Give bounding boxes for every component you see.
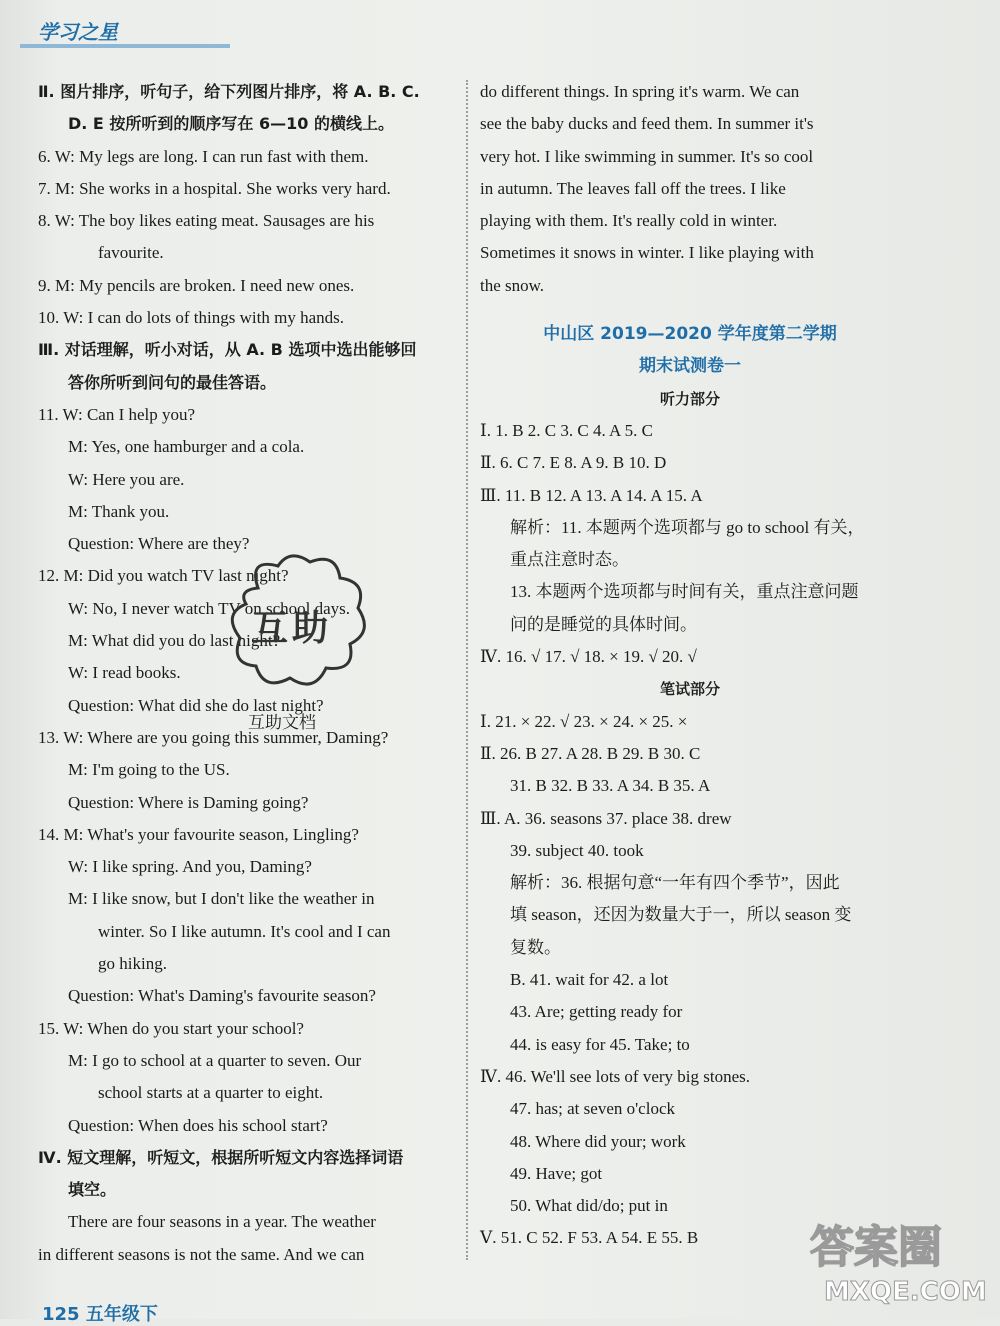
left-line: 13. W: Where are you going this summer, Daming? (38, 727, 389, 747)
left-line: 12. M: Did you watch TV last night? (38, 566, 289, 586)
left-line: winter. So I like autumn. It's cool and I can (98, 921, 391, 941)
right-line: 44. is easy for 45. Take; to (510, 1034, 690, 1054)
left-line: Ⅱ. 图片排序，听句子，给下列图片排序，将 A. B. C. (38, 82, 420, 101)
right-line: 49. Have; got (510, 1163, 603, 1183)
watermark-text: 答案圈 (810, 1222, 942, 1273)
left-line: favourite. (98, 243, 164, 263)
left-line: W: Here you are. (68, 469, 185, 489)
left-line: M: What did you do last night? (68, 631, 281, 651)
watermark-url: MXQE.COM (824, 1277, 987, 1307)
left-line: Question: When does his school start? (68, 1115, 328, 1135)
right-line: Ⅱ. 6. C 7. E 8. A 9. B 10. D (480, 453, 667, 473)
right-line: 听力部分 (659, 389, 720, 408)
right-line: 解析：11. 本题两个选项都与 go to school 有关， (510, 517, 865, 537)
right-line: Ⅴ. 51. C 52. F 53. A 54. E 55. B (480, 1228, 699, 1248)
left-line: W: I read books. (68, 663, 181, 683)
right-line: 重点注意时态。 (510, 550, 629, 570)
page-footer: 125 五年级下 (42, 1304, 158, 1325)
left-line: Question: What did she do last night? (68, 695, 324, 715)
right-line: 解析：36. 根据句意“一年有四个季节”，因此 (510, 873, 840, 893)
left-line: Question: Where are they? (68, 534, 250, 554)
right-column (480, 76, 900, 1255)
column-divider (466, 80, 468, 1260)
left-line: W: No, I never watch TV on school days. (68, 598, 351, 618)
left-line: M: I go to school at a quarter to seven. Our (68, 1050, 362, 1070)
left-line: M: Yes, one hamburger and a cola. (68, 437, 305, 457)
right-line: 填 season，还因为数量大于一，所以 season 变 (510, 905, 852, 925)
right-line: 39. subject 40. took (510, 840, 644, 860)
left-line: M: Thank you. (68, 501, 170, 521)
right-line: B. 41. wait for 42. a lot (510, 970, 669, 990)
left-line: 8. W: The boy likes eating meat. Sausages are his (38, 211, 375, 231)
right-line: 43. Are; getting ready for (510, 1002, 683, 1022)
right-line: 笔试部分 (659, 680, 720, 699)
right-line: Ⅳ. 16. √ 17. √ 18. × 19. √ 20. √ (480, 647, 697, 667)
left-line: M: I'm going to the US. (68, 760, 230, 780)
left-line: go hiking. (98, 954, 167, 974)
left-line: There are four seasons in a year. The weather (68, 1212, 376, 1232)
right-line: Ⅱ. 26. B 27. A 28. B 29. B 30. C (480, 743, 701, 763)
left-line: in different seasons is not the same. And we can (38, 1244, 365, 1264)
left-line: 7. M: She works in a hospital. She works very hard. (38, 178, 391, 198)
right-line: 13. 本题两个选项都与时间有关，重点注意问题 (510, 582, 859, 602)
left-line: W: I like spring. And you, Daming? (68, 857, 312, 877)
right-line: Ⅲ. A. 36. seasons 37. place 38. drew (480, 808, 732, 828)
right-line: 50. What did/do; put in (510, 1196, 668, 1216)
left-line: 9. M: My pencils are broken. I need new ones. (38, 275, 355, 295)
left-line: M: I like snow, but I don't like the weather in (68, 889, 375, 909)
right-line: Ⅳ. 46. We'll see lots of very big stones. (480, 1066, 751, 1086)
right-line: the snow. (480, 275, 545, 295)
right-line (480, 302, 900, 318)
left-line: 10. W: I can do lots of things with my hands. (38, 308, 344, 328)
right-line: 复数。 (510, 937, 561, 957)
stamp-caption: 互助文档 (248, 713, 316, 733)
right-line: Ⅰ. 1. B 2. C 3. C 4. A 5. C (480, 420, 653, 440)
watermark-logo-icon (790, 1210, 990, 1310)
left-line: 答你所听到问句的最佳答语。 (68, 372, 277, 392)
right-line: 31. B 32. B 33. A 34. B 35. A (510, 776, 711, 796)
left-line: Ⅲ. 对话理解，听小对话，从 A. B 选项中选出能够回 (38, 340, 417, 360)
left-line: Ⅳ. 短文理解，听短文，根据所听短文内容选择词语 (38, 1147, 404, 1167)
left-line: 15. W: When do you start your school? (38, 1018, 304, 1038)
left-line: school starts at a quarter to eight. (98, 1083, 324, 1103)
left-line: 6. W: My legs are long. I can run fast with them. (38, 146, 369, 166)
right-line: 期末试测卷一 (639, 356, 741, 377)
right-line: see the baby ducks and feed them. In summer it's (480, 114, 814, 134)
right-line: Ⅰ. 21. × 22. √ 23. × 24. × 25. × (480, 711, 688, 731)
right-line: playing with them. It's really cold in winter. (480, 211, 778, 231)
left-line: 14. M: What's your favourite season, Lingling? (38, 824, 359, 844)
right-line: 中山区 2019—2020 学年度第二学期 (543, 324, 837, 345)
left-line: Question: What's Daming's favourite season? (68, 986, 376, 1006)
right-line: 问的是睡觉的具体时间。 (510, 614, 697, 634)
left-line: 填空。 (68, 1180, 117, 1200)
right-line: Ⅲ. 11. B 12. A 13. A 14. A 15. A (480, 485, 703, 505)
right-line: in autumn. The leaves fall off the trees. I like (480, 178, 786, 198)
left-line: Question: Where is Daming going? (68, 792, 309, 812)
right-line: do different things. In spring it's warm. We can (480, 82, 800, 101)
left-line: D. E 按所听到的顺序写在 6—10 的横线上。 (68, 114, 394, 134)
right-line: Sometimes it snows in winter. I like playing with (480, 243, 814, 263)
right-line: 47. has; at seven o'clock (510, 1099, 675, 1119)
stamp-text: 互助 (252, 608, 333, 649)
header-logo: 学习之星 (38, 20, 118, 44)
right-line: 48. Where did your; work (510, 1131, 686, 1151)
right-line: very hot. I like swimming in summer. It's so cool (480, 146, 814, 166)
left-line: 11. W: Can I help you? (38, 404, 196, 424)
